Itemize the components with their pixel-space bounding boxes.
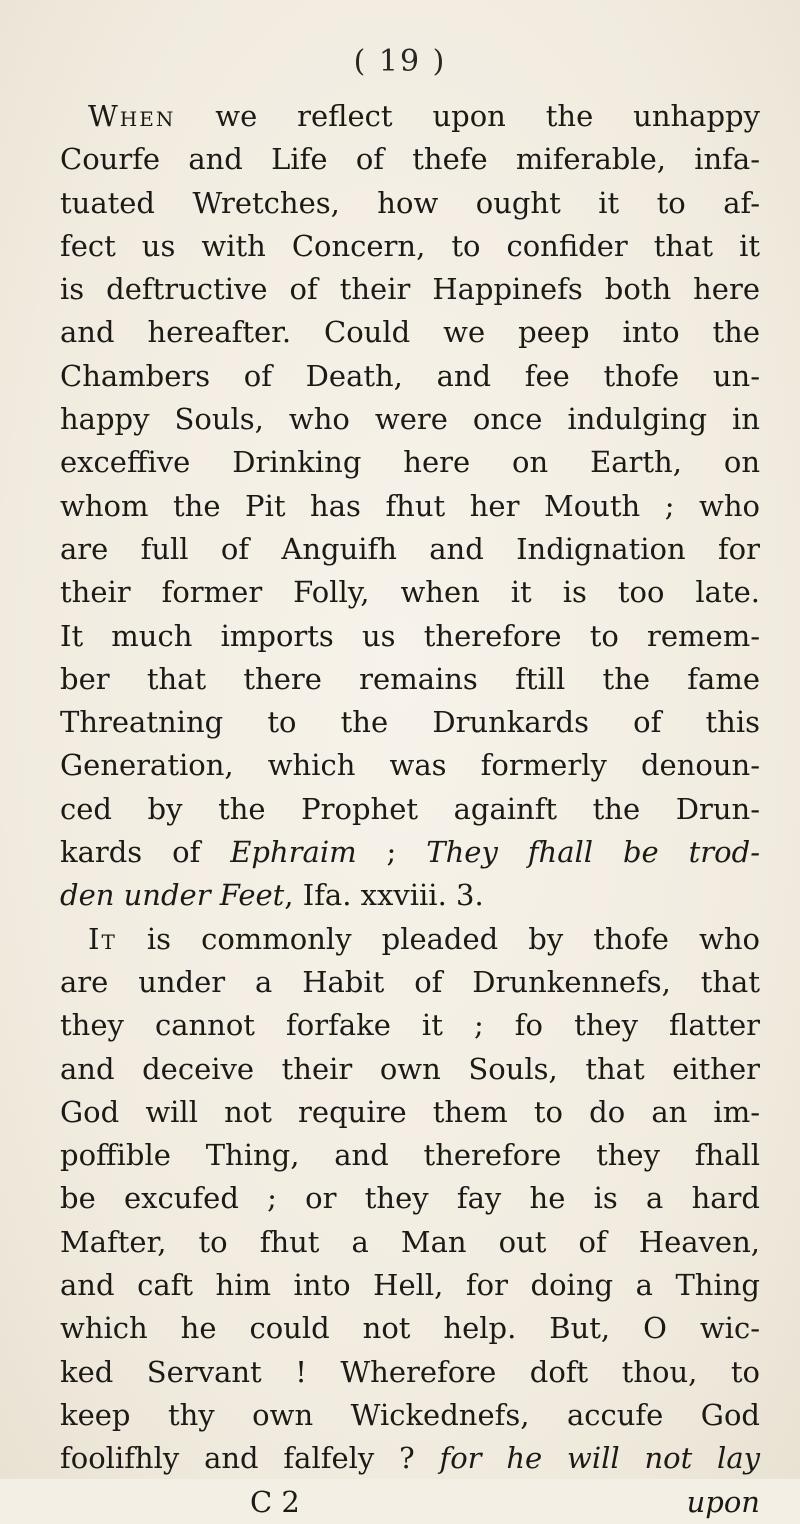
text-line: poffible Thing, and therefore they fhall	[60, 1138, 760, 1173]
page-footer	[60, 1481, 760, 1524]
text-line	[60, 1437, 760, 1480]
line-text: foolifhly and falfely ?	[60, 1441, 440, 1476]
line-text: kards of	[60, 835, 231, 870]
text-line: Courfe and Life of thefe miferable, infa-	[60, 142, 760, 177]
citation: , Ifa. xxviii. 3.	[284, 878, 484, 913]
body-text	[60, 95, 760, 1524]
text-line: they cannot forfake it ; fo they flatter	[60, 1008, 760, 1043]
italic-quote: for he will not lay	[439, 1441, 761, 1476]
italic-quote: den under Feet	[60, 878, 285, 913]
text-line: Threatning to the Drunkards of this	[60, 705, 760, 740]
text-line: ced by the Prophet againft the Drun-	[60, 791, 760, 826]
text-line: are full of Anguifh and Indignation for	[60, 531, 760, 566]
text-line: fect us with Concern, to confider that it	[60, 228, 760, 263]
text-line: is deftructive of their Happinefs both here	[60, 272, 760, 307]
text-line: ked Servant ! Wherefore doft thou, to	[60, 1354, 760, 1389]
lead-word: When	[88, 99, 176, 133]
italic-quote: They fhall be trod-	[426, 835, 760, 870]
italic-name: Ephraim	[230, 835, 357, 870]
page-number: ( 19 )	[353, 44, 447, 79]
line-text: ;	[356, 835, 427, 870]
text-line	[60, 95, 760, 138]
line-text: is commonly pleaded by thofe who	[116, 921, 760, 956]
lead-word: It	[88, 921, 117, 956]
signature-mark: C 2	[250, 1484, 300, 1519]
text-line	[60, 918, 760, 961]
text-line: and deceive their own Souls, that either	[60, 1051, 760, 1086]
text-line: their former Folly, when it is too late.	[60, 575, 760, 610]
text-line: and caft him into Hell, for doing a Thing	[60, 1268, 760, 1303]
text-line: are under a Habit of Drunkennefs, that	[60, 964, 760, 999]
text-line: Chambers of Death, and fee thofe un-	[60, 358, 760, 393]
text-line: whom the Pit has fhut her Mouth ; who	[60, 488, 760, 523]
line-text: we reflect upon the unhappy	[175, 99, 760, 133]
text-line: exceffive Drinking here on Earth, on	[60, 445, 760, 480]
text-line: happy Souls, who were once indulging in	[60, 402, 760, 437]
text-line: ber that there remains ftill the fame	[60, 661, 760, 696]
text-line: tuated Wretches, how ought it to af-	[60, 185, 760, 220]
text-line: which he could not help. But, O wic-	[60, 1311, 760, 1346]
text-line: and hereafter. Could we peep into the	[60, 315, 760, 350]
text-line: be excufed ; or they fay he is a hard	[60, 1181, 760, 1216]
text-line: It much imports us therefore to remem-	[60, 618, 760, 653]
text-line: keep thy own Wickednefs, accufe God	[60, 1397, 760, 1432]
text-line: God will not require them to do an im-	[60, 1094, 760, 1129]
text-line: Mafter, to fhut a Man out of Heaven,	[60, 1224, 760, 1259]
text-line: Generation, which was formerly denoun-	[60, 748, 760, 783]
text-line	[60, 874, 760, 917]
text-line	[60, 831, 760, 874]
catchword: upon	[686, 1484, 760, 1519]
